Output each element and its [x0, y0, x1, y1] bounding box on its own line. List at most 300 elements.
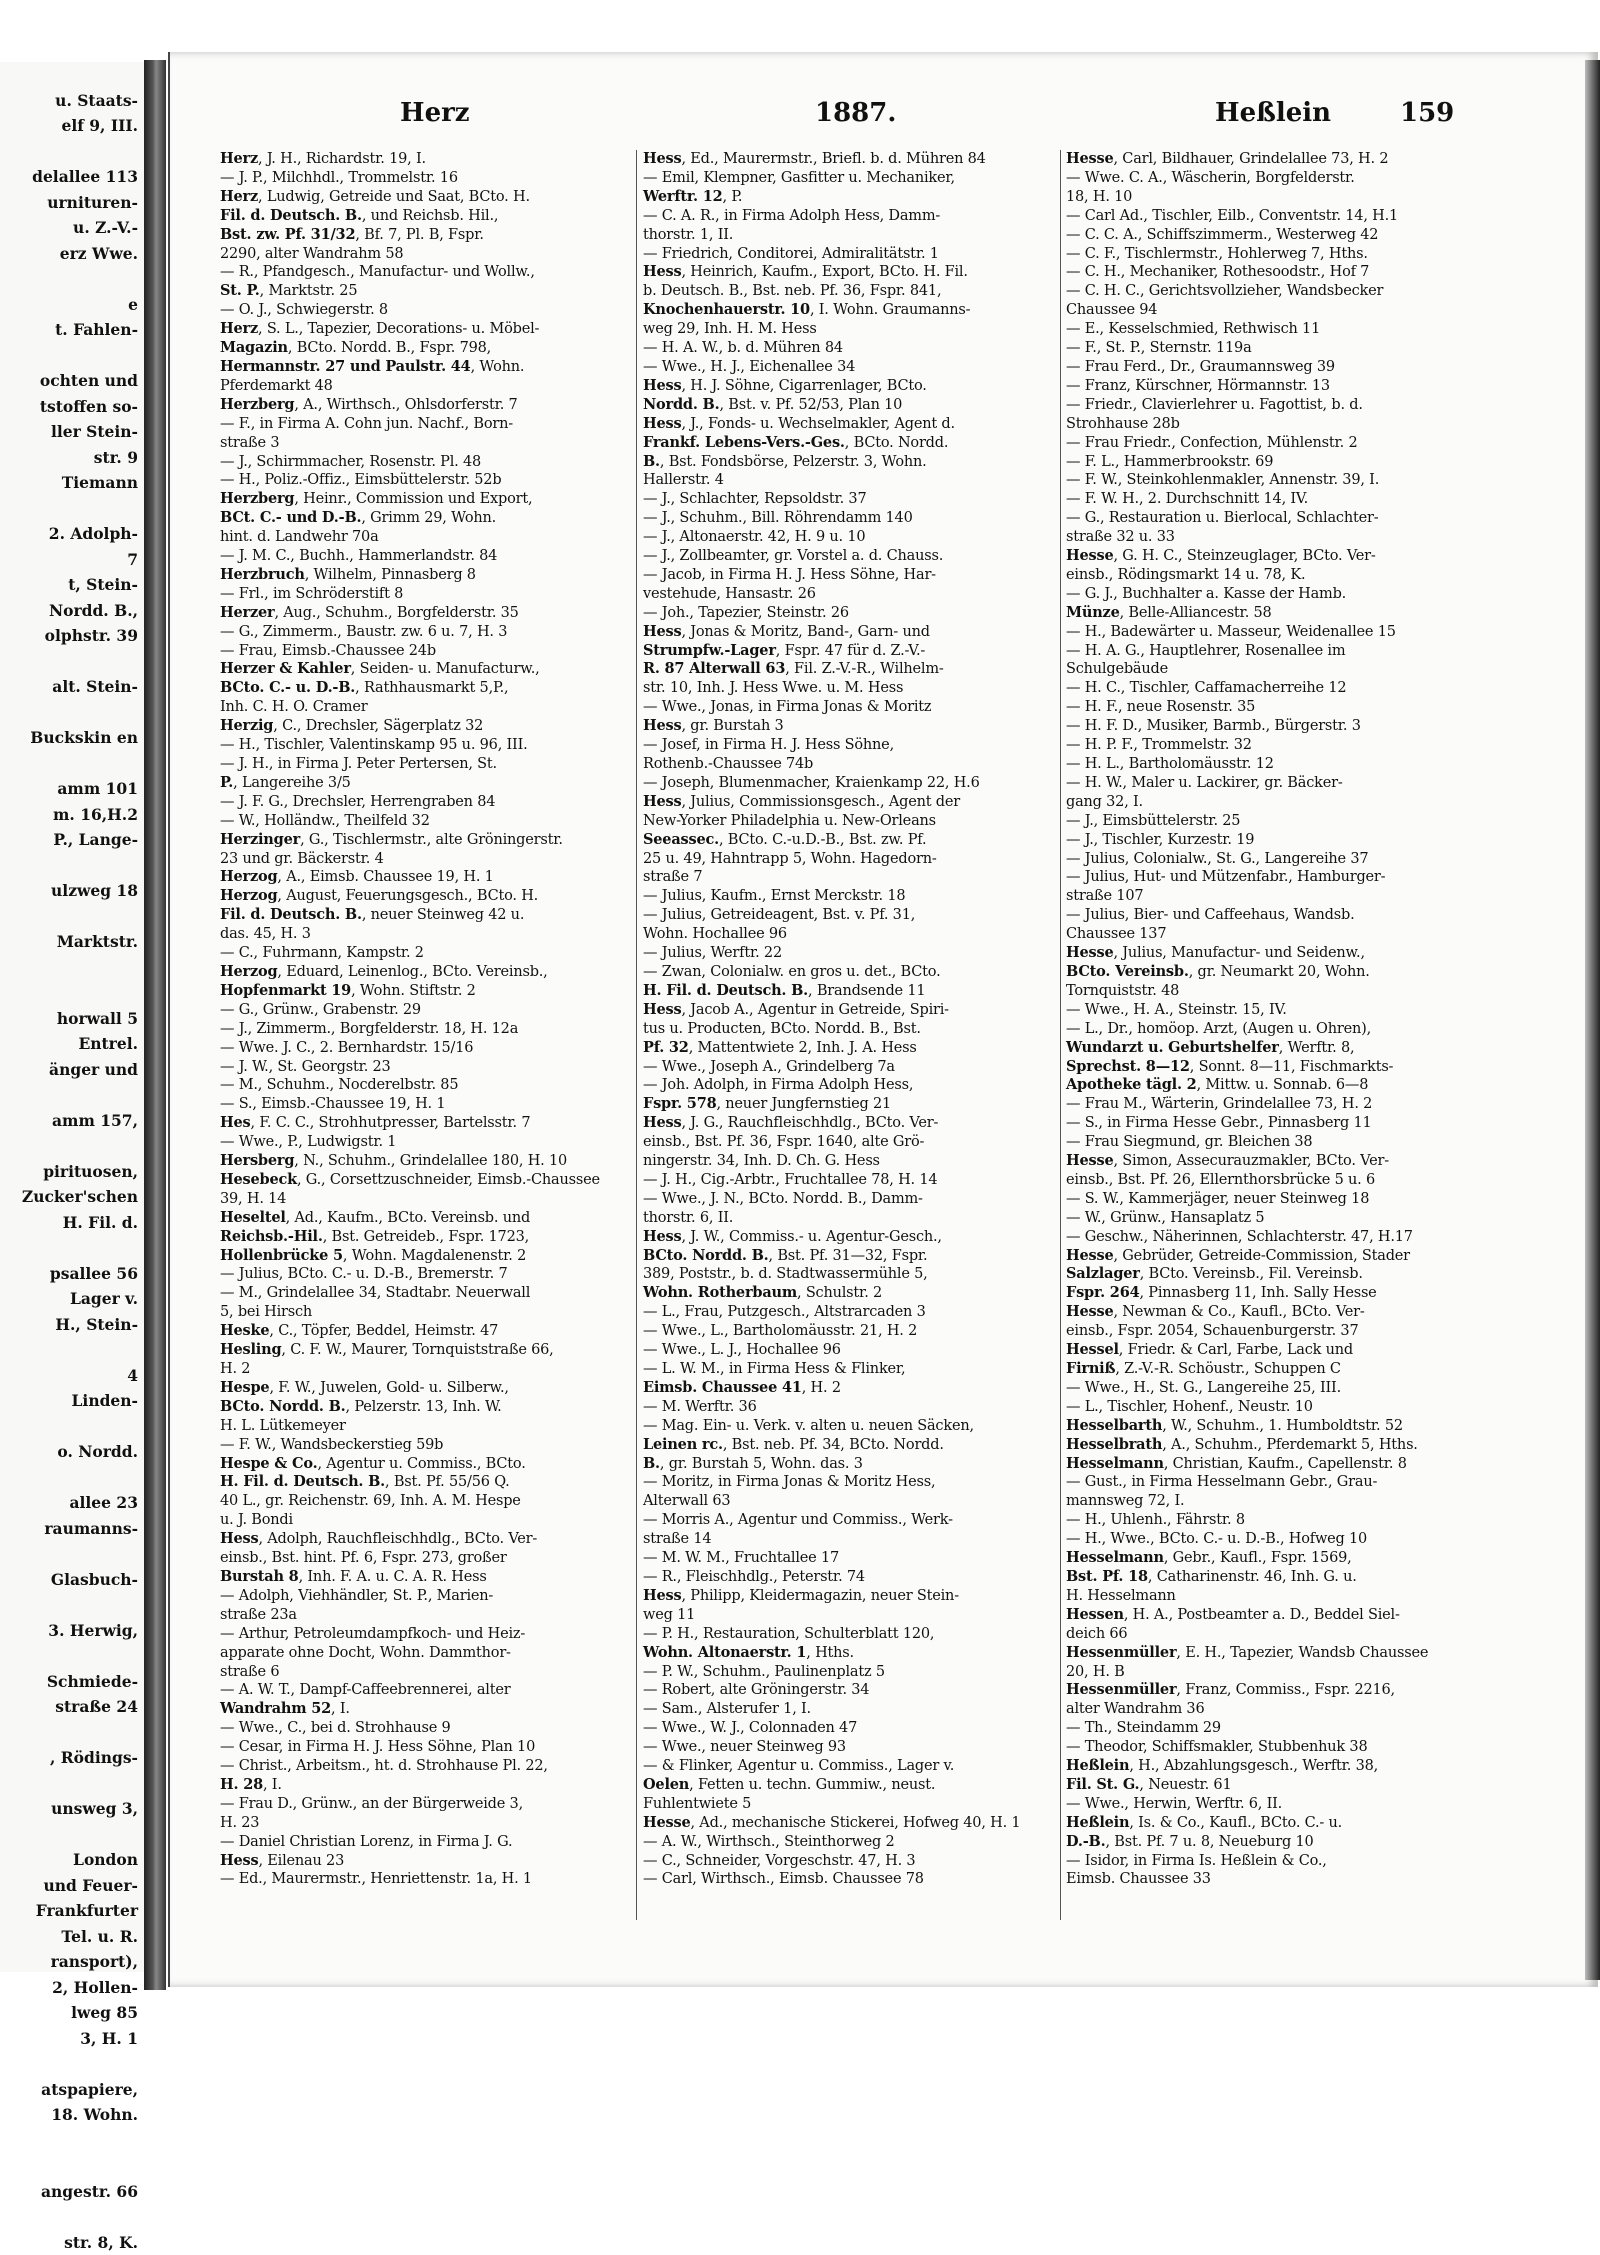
directory-entry-line: — M. Werftr. 36: [643, 1398, 1075, 1417]
directory-entry-line: Herz, Ludwig, Getreide und Saat, BCto. H.: [220, 188, 652, 207]
prev-page-fragment: [0, 1414, 144, 1440]
directory-entry-line: Pferdemarkt 48: [220, 377, 652, 396]
prev-page-fragment: [0, 980, 144, 1006]
directory-entry-line: — J., Schuhm., Bill. Röhrendamm 140: [643, 509, 1075, 528]
directory-entry-line: Fil. St. G., Neuestr. 61: [1066, 1776, 1536, 1795]
directory-entry-line: — Wwe., L., Bartholomäusstr. 21, H. 2: [643, 1322, 1075, 1341]
directory-entry-line: thorstr. 6, II.: [643, 1209, 1075, 1228]
directory-entry-line: — H., Badewärter u. Masseur, Weidenallee 15: [1066, 623, 1536, 642]
directory-entry-line: Hessen, H. A., Postbeamter a. D., Beddel Siel-: [1066, 1606, 1536, 1625]
prev-page-fragment: [0, 139, 144, 165]
directory-entry-line: St. P., Marktstr. 25: [220, 282, 652, 301]
directory-entry-line: 5, bei Hirsch: [220, 1303, 652, 1322]
directory-entry-line: BCto. Nordd. B., Bst. Pf. 31—32, Fspr.: [643, 1247, 1075, 1266]
prev-page-fragment: 7: [0, 547, 144, 573]
directory-entry-line: — Cesar, in Firma H. J. Hess Söhne, Plan 10: [220, 1738, 652, 1757]
directory-entry-line: — H., Poliz.-Offiz., Eimsbüttelerstr. 52b: [220, 471, 652, 490]
directory-entry-line: 389, Poststr., b. d. Stadtwassermühle 5,: [643, 1265, 1075, 1284]
directory-entry-line: — J. H., in Firma J. Peter Pertersen, St.: [220, 755, 652, 774]
directory-entry-line: — Frau Friedr., Confection, Mühlenstr. 2: [1066, 434, 1536, 453]
directory-entry-line: Schulgebäude: [1066, 660, 1536, 679]
directory-entry-line: — Wwe., J. N., BCto. Nordd. B., Damm-: [643, 1190, 1075, 1209]
prev-page-fragment: [0, 266, 144, 292]
directory-entry-line: B., gr. Burstah 5, Wohn. das. 3: [643, 1455, 1075, 1474]
directory-entry-line: Knochenhauerstr. 10, I. Wohn. Graumanns-: [643, 301, 1075, 320]
directory-entry-line: 39, H. 14: [220, 1190, 652, 1209]
prev-page-fragment: [0, 1235, 144, 1261]
directory-entry-line: — W., Holländw., Theilfeld 32: [220, 812, 652, 831]
header-right-keyword: Heßlein: [1215, 98, 1331, 128]
directory-entry-line: Hespe & Co., Agentur u. Commiss., BCto.: [220, 1455, 652, 1474]
prev-page-fragment: London: [0, 1847, 144, 1873]
prev-page-fragment: ulzweg 18: [0, 878, 144, 904]
directory-entry-line: Hesselmann, Gebr., Kaufl., Fspr. 1569,: [1066, 1549, 1536, 1568]
prev-page-fragment: [0, 496, 144, 522]
prev-page-fragment: änger und: [0, 1057, 144, 1083]
previous-page-fragment: [0, 62, 145, 1972]
directory-entry-line: Wohn. Rotherbaum, Schulstr. 2: [643, 1284, 1075, 1303]
prev-page-fragment: [0, 649, 144, 675]
directory-entry-line: das. 45, H. 3: [220, 925, 652, 944]
directory-entry-line: Sprechst. 8—12, Sonnt. 8—11, Fischmarkts-: [1066, 1058, 1536, 1077]
directory-entry-line: H. Hesselmann: [1066, 1587, 1536, 1606]
prev-page-fragment: [0, 1541, 144, 1567]
directory-entry-line: — J., Tischler, Kurzestr. 19: [1066, 831, 1536, 850]
directory-entry-line: Hesse, Simon, Assecurauzmakler, BCto. Ver-: [1066, 1152, 1536, 1171]
directory-entry-line: Alterwall 63: [643, 1492, 1075, 1511]
directory-entry-line: — L., Tischler, Hohenf., Neustr. 10: [1066, 1398, 1536, 1417]
directory-entry-line: — W., Grünw., Hansaplatz 5: [1066, 1209, 1536, 1228]
directory-entry-line: Herzbruch, Wilhelm, Pinnasberg 8: [220, 566, 652, 585]
directory-entry-line: D.-B., Bst. Pf. 7 u. 8, Neueburg 10: [1066, 1833, 1536, 1852]
directory-entry-line: — Zwan, Colonialw. en gros u. det., BCto.: [643, 963, 1075, 982]
directory-entry-line: — H. C., Tischler, Caffamacherreihe 12: [1066, 679, 1536, 698]
directory-entry-line: — Friedr., Clavierlehrer u. Fagottist, b. d.: [1066, 396, 1536, 415]
directory-entry-line: — Wwe., Joseph A., Grindelberg 7a: [643, 1058, 1075, 1077]
directory-entry-line: Nordd. B., Bst. v. Pf. 52/53, Plan 10: [643, 396, 1075, 415]
directory-entry-line: Herzog, August, Feuerungsgesch., BCto. H.: [220, 887, 652, 906]
prev-page-fragment: alt. Stein-: [0, 674, 144, 700]
prev-page-fragment: [0, 751, 144, 777]
directory-entry-line: — Joh., Tapezier, Steinstr. 26: [643, 604, 1075, 623]
page-header: [215, 98, 1560, 138]
directory-entry-line: Leinen rc., Bst. neb. Pf. 34, BCto. Nordd.: [643, 1436, 1075, 1455]
directory-entry-line: — G., Zimmerm., Baustr. zw. 6 u. 7, H. 3: [220, 623, 652, 642]
directory-entry-line: — A. W. T., Dampf-Caffeebrennerei, alter: [220, 1681, 652, 1700]
directory-entry-line: — Wwe. C. A., Wäscherin, Borgfelderstr.: [1066, 169, 1536, 188]
directory-entry-line: BCto. Nordd. B., Pelzerstr. 13, Inh. W.: [220, 1398, 652, 1417]
directory-entry-line: — J., Eimsbüttelerstr. 25: [1066, 812, 1536, 831]
directory-entry-line: Fil. d. Deutsch. B., und Reichsb. Hil.,: [220, 207, 652, 226]
prev-page-fragment: olphstr. 39: [0, 623, 144, 649]
book-spine: [144, 60, 166, 1990]
prev-page-fragment: elf 9, III.: [0, 113, 144, 139]
directory-entry-line: Fspr. 264, Pinnasberg 11, Inh. Sally Hesse: [1066, 1284, 1536, 1303]
prev-page-fragment: [0, 1465, 144, 1491]
prev-page-fragment: [0, 700, 144, 726]
directory-entry-line: Heßlein, H., Abzahlungsgesch., Werftr. 38,: [1066, 1757, 1536, 1776]
directory-entry-line: Herzer, Aug., Schuhm., Borgfelderstr. 35: [220, 604, 652, 623]
directory-entry-line: — C. A. R., in Firma Adolph Hess, Damm-: [643, 207, 1075, 226]
directory-entry-line: — A. W., Wirthsch., Steinthorweg 2: [643, 1833, 1075, 1852]
directory-entry-line: Eimsb. Chaussee 33: [1066, 1870, 1536, 1889]
directory-entry-line: einsb., Bst. Pf. 26, Ellernthorsbrücke 5 u. 6: [1066, 1171, 1536, 1190]
directory-entry-line: straße 6: [220, 1663, 652, 1682]
page-edge: [1585, 60, 1600, 1980]
directory-entry-line: — Mag. Ein- u. Verk. v. alten u. neuen Säcken,: [643, 1417, 1075, 1436]
directory-entry-line: Pf. 32, Mattentwiete 2, Inh. J. A. Hess: [643, 1039, 1075, 1058]
prev-page-fragment: [0, 1133, 144, 1159]
directory-entry-line: — Frau Siegmund, gr. Bleichen 38: [1066, 1133, 1536, 1152]
directory-entry-line: — Julius, Werftr. 22: [643, 944, 1075, 963]
directory-entry-line: einsb., Fspr. 2054, Schauenburgerstr. 37: [1066, 1322, 1536, 1341]
directory-entry-line: Herzog, Eduard, Leinenlog., BCto. Vereinsb.,: [220, 963, 652, 982]
directory-entry-line: Seeassec., BCto. C.-u.D.-B., Bst. zw. Pf.: [643, 831, 1075, 850]
directory-entry-line: H. 23: [220, 1814, 652, 1833]
directory-entry-line: Herz, J. H., Richardstr. 19, I.: [220, 150, 652, 169]
directory-entry-line: — R., Fleischhdlg., Peterstr. 74: [643, 1568, 1075, 1587]
directory-entry-line: BCt. C.- und D.-B., Grimm 29, Wohn.: [220, 509, 652, 528]
directory-entry-line: Heseltel, Ad., Kaufm., BCto. Vereinsb. und: [220, 1209, 652, 1228]
prev-page-fragment: [0, 955, 144, 981]
directory-entry-line: straße 32 u. 33: [1066, 528, 1536, 547]
directory-entry-line: einsb., Rödingsmarkt 14 u. 78, K.: [1066, 566, 1536, 585]
directory-entry-line: apparate ohne Docht, Wohn. Dammthor-: [220, 1644, 652, 1663]
directory-entry-line: str. 10, Inh. J. Hess Wwe. u. M. Hess: [643, 679, 1075, 698]
prev-page-fragment: 4: [0, 1363, 144, 1389]
prev-page-fragment: Lager v.: [0, 1286, 144, 1312]
prev-page-fragment: [0, 1337, 144, 1363]
directory-entry-line: — J. M. C., Buchh., Hammerlandstr. 84: [220, 547, 652, 566]
directory-entry-line: Hallerstr. 4: [643, 471, 1075, 490]
directory-entry-line: — Theodor, Schiffsmakler, Stubbenhuk 38: [1066, 1738, 1536, 1757]
directory-entry-line: Herzig, C., Drechsler, Sägerplatz 32: [220, 717, 652, 736]
directory-entry-line: — Arthur, Petroleumdampfkoch- und Heiz-: [220, 1625, 652, 1644]
directory-entry-line: 18, H. 10: [1066, 188, 1536, 207]
prev-page-fragment: Tiemann: [0, 470, 144, 496]
prev-page-fragment: tstoffen so-: [0, 394, 144, 420]
directory-entry-line: — Julius, Colonialw., St. G., Langereihe 37: [1066, 850, 1536, 869]
directory-entry-line: Herzberg, Heinr., Commission und Export,: [220, 490, 652, 509]
prev-page-fragment: atspapiere,: [0, 2077, 144, 2103]
directory-entry-line: Oelen, Fetten u. techn. Gummiw., neust.: [643, 1776, 1075, 1795]
directory-entry-line: — Sam., Alsterufer 1, I.: [643, 1700, 1075, 1719]
directory-entry-line: Chaussee 137: [1066, 925, 1536, 944]
prev-page-fragment: Schmiede-: [0, 1669, 144, 1695]
directory-entry-line: — H. A. W., b. d. Mühren 84: [643, 339, 1075, 358]
prev-page-fragment: urnituren-: [0, 190, 144, 216]
prev-page-fragment: [0, 1720, 144, 1746]
prev-page-fragment: [0, 853, 144, 879]
directory-entry-line: — Moritz, in Firma Jonas & Moritz Hess,: [643, 1473, 1075, 1492]
directory-entry-line: H. 2: [220, 1360, 652, 1379]
directory-entry-line: straße 23a: [220, 1606, 652, 1625]
directory-entry-line: — L., Frau, Putzgesch., Altstrarcaden 3: [643, 1303, 1075, 1322]
directory-entry-line: — J. F. G., Drechsler, Herrengraben 84: [220, 793, 652, 812]
prev-page-fragment: straße 24: [0, 1694, 144, 1720]
directory-entry-line: thorstr. 1, II.: [643, 226, 1075, 245]
directory-entry-line: — Wwe., Jonas, in Firma Jonas & Moritz: [643, 698, 1075, 717]
directory-entry-line: — Frau, Eimsb.-Chaussee 24b: [220, 642, 652, 661]
directory-entry-line: 23 und gr. Bäckerstr. 4: [220, 850, 652, 869]
prev-page-fragment: [0, 343, 144, 369]
directory-entry-line: straße 7: [643, 868, 1075, 887]
directory-entry-line: vestehude, Hansastr. 26: [643, 585, 1075, 604]
directory-entry-line: — E., Kesselschmied, Rethwisch 11: [1066, 320, 1536, 339]
directory-entry-line: P., Langereihe 3/5: [220, 774, 652, 793]
directory-entry-line: gang 32, I.: [1066, 793, 1536, 812]
prev-page-fragment: [0, 904, 144, 930]
directory-entry-line: Hesebeck, G., Corsettzuschneider, Eimsb.-Chaussee: [220, 1171, 652, 1190]
directory-entry-line: — J., Zimmerm., Borgfelderstr. 18, H. 12a: [220, 1020, 652, 1039]
directory-entry-line: R. 87 Alterwall 63, Fil. Z.-V.-R., Wilhelm-: [643, 660, 1075, 679]
directory-entry-line: — Wwe., L. J., Hochallee 96: [643, 1341, 1075, 1360]
prev-page-fragment: Nordd. B.,: [0, 598, 144, 624]
prev-page-fragment: psallee 56: [0, 1261, 144, 1287]
directory-entry-line: Reichsb.-Hil., Bst. Getreideb., Fspr. 1723,: [220, 1228, 652, 1247]
prev-page-fragment: amm 157,: [0, 1108, 144, 1134]
directory-entry-line: BCto. Vereinsb., gr. Neumarkt 20, Wohn.: [1066, 963, 1536, 982]
prev-page-fragment: , Rödings-: [0, 1745, 144, 1771]
directory-entry-line: Herzog, A., Eimsb. Chaussee 19, H. 1: [220, 868, 652, 887]
directory-entry-line: H. 28, I.: [220, 1776, 652, 1795]
directory-entry-line: Hess, J. W., Commiss.- u. Agentur-Gesch.,: [643, 1228, 1075, 1247]
prev-page-fragment: Buckskin en: [0, 725, 144, 751]
directory-entry-line: — G., Grünw., Grabenstr. 29: [220, 1001, 652, 1020]
prev-page-fragment: ller Stein-: [0, 419, 144, 445]
directory-entry-line: — H., Wwe., BCto. C.- u. D.-B., Hofweg 10: [1066, 1530, 1536, 1549]
directory-entry-line: — J., Altonaerstr. 42, H. 9 u. 10: [643, 528, 1075, 547]
prev-page-fragment: Glasbuch-: [0, 1567, 144, 1593]
directory-entry-line: — S. W., Kammerjäger, neuer Steinweg 18: [1066, 1190, 1536, 1209]
directory-entry-line: Chaussee 94: [1066, 301, 1536, 320]
directory-entry-line: Tornquiststr. 48: [1066, 982, 1536, 1001]
prev-page-fragment: pirituosen,: [0, 1159, 144, 1185]
directory-entry-line: Hersberg, N., Schuhm., Grindelallee 180, H. 10: [220, 1152, 652, 1171]
prev-page-fragment: Zucker'schen: [0, 1184, 144, 1210]
prev-page-fragment: horwall 5: [0, 1006, 144, 1032]
prev-page-fragment: t. Fahlen-: [0, 317, 144, 343]
directory-entry-line: Hesling, C. F. W., Maurer, Tornquiststraße 66,: [220, 1341, 652, 1360]
directory-entry-line: — C. C. A., Schiffszimmerm., Westerweg 42: [1066, 226, 1536, 245]
prev-page-fragment: str. 8, K.: [0, 2230, 144, 2255]
directory-entry-line: — Julius, Getreideagent, Bst. v. Pf. 31,: [643, 906, 1075, 925]
directory-entry-line: Hesse, Newman & Co., Kaufl., BCto. Ver-: [1066, 1303, 1536, 1322]
directory-entry-line: — Carl, Wirthsch., Eimsb. Chaussee 78: [643, 1870, 1075, 1889]
directory-entry-line: Frankf. Lebens-Vers.-Ges., BCto. Nordd.: [643, 434, 1075, 453]
directory-entry-line: Hespe, F. W., Juwelen, Gold- u. Silberw.,: [220, 1379, 652, 1398]
directory-entry-line: — Frl., im Schröderstift 8: [220, 585, 652, 604]
directory-entry-line: — Frau Ferd., Dr., Graumannsweg 39: [1066, 358, 1536, 377]
directory-entry-line: — Josef, in Firma H. J. Hess Söhne,: [643, 736, 1075, 755]
directory-entry-line: — Adolph, Viehhändler, St. P., Marien-: [220, 1587, 652, 1606]
directory-entry-line: — M., Grindelallee 34, Stadtabr. Neuerwall: [220, 1284, 652, 1303]
directory-entry-line: mannsweg 72, I.: [1066, 1492, 1536, 1511]
directory-entry-line: 25 u. 49, Hahntrapp 5, Wohn. Hagedorn-: [643, 850, 1075, 869]
directory-entry-line: — P. W., Schuhm., Paulinenplatz 5: [643, 1663, 1075, 1682]
directory-entry-line: Hessenmüller, Franz, Commiss., Fspr. 2216,: [1066, 1681, 1536, 1700]
directory-entry-line: Hesse, Carl, Bildhauer, Grindelallee 73, H. 2: [1066, 150, 1536, 169]
directory-entry-line: Hess, J., Fonds- u. Wechselmakler, Agent d.: [643, 415, 1075, 434]
prev-page-fragment: [0, 62, 144, 88]
directory-entry-line: — Wwe., W. J., Colonnaden 47: [643, 1719, 1075, 1738]
directory-entry-line: Hess, Ed., Maurermstr., Briefl. b. d. Mühren 84: [643, 150, 1075, 169]
directory-entry-line: Inh. C. H. O. Cramer: [220, 698, 652, 717]
prev-page-fragment: [0, 1822, 144, 1848]
directory-entry-line: — Gust., in Firma Hesselmann Gebr., Grau-: [1066, 1473, 1536, 1492]
directory-entry-line: — F. W., Wandsbeckerstieg 59b: [220, 1436, 652, 1455]
prev-page-fragment: raumanns-: [0, 1516, 144, 1542]
prev-page-fragment: e: [0, 292, 144, 318]
directory-entry-line: Werftr. 12, P.: [643, 188, 1075, 207]
directory-entry-line: — Julius, Bier- und Caffeehaus, Wandsb.: [1066, 906, 1536, 925]
directory-entry-line: Strumpfw.-Lager, Fspr. 47 für d. Z.-V.-: [643, 642, 1075, 661]
prev-page-fragment: ochten und: [0, 368, 144, 394]
directory-entry-line: — R., Pfandgesch., Manufactur- und Wollw.,: [220, 263, 652, 282]
directory-entry-line: — Wwe., P., Ludwigstr. 1: [220, 1133, 652, 1152]
directory-entry-line: — Wwe., H. A., Steinstr. 15, IV.: [1066, 1001, 1536, 1020]
directory-entry-line: — Th., Steindamm 29: [1066, 1719, 1536, 1738]
directory-entry-line: deich 66: [1066, 1625, 1536, 1644]
directory-entry-line: Herzberg, A., Wirthsch., Ohlsdorferstr. 7: [220, 396, 652, 415]
directory-entry-line: Hess, Philipp, Kleidermagazin, neuer Stein-: [643, 1587, 1075, 1606]
prev-page-fragment: amm 101: [0, 776, 144, 802]
directory-entry-line: Hes, F. C. C., Strohhutpresser, Bartelsstr. 7: [220, 1114, 652, 1133]
directory-entry-line: Hess, Eilenau 23: [220, 1852, 652, 1871]
directory-entry-line: Wohn. Altonaerstr. 1, Hths.: [643, 1644, 1075, 1663]
directory-entry-line: — Geschw., Näherinnen, Schlachterstr. 47, H.17: [1066, 1228, 1536, 1247]
directory-entry-line: — H. P. F., Trommelstr. 32: [1066, 736, 1536, 755]
directory-entry-line: BCto. C.- u. D.-B., Rathhausmarkt 5,P.,: [220, 679, 652, 698]
directory-entry-line: Hess, Jonas & Moritz, Band-, Garn- und: [643, 623, 1075, 642]
directory-entry-line: — Frau M., Wärterin, Grindelallee 73, H. 2: [1066, 1095, 1536, 1114]
prev-page-fragment: 3. Herwig,: [0, 1618, 144, 1644]
prev-page-fragment: [0, 2051, 144, 2077]
directory-entry-line: — Julius, Hut- und Mützenfabr., Hamburger-: [1066, 868, 1536, 887]
prev-page-fragment: delallee 113: [0, 164, 144, 190]
directory-entry-line: tus u. Producten, BCto. Nordd. B., Bst.: [643, 1020, 1075, 1039]
prev-page-fragment: 2. Adolph-: [0, 521, 144, 547]
prev-page-fragment: Marktstr.: [0, 929, 144, 955]
directory-entry-line: Hesselbarth, W., Schuhm., 1. Humboldtstr. 52: [1066, 1417, 1536, 1436]
directory-entry-line: — G., Restauration u. Bierlocal, Schlachter-: [1066, 509, 1536, 528]
directory-entry-line: Hessel, Friedr. & Carl, Farbe, Lack und: [1066, 1341, 1536, 1360]
prev-page-fragment: und Feuer-: [0, 1873, 144, 1899]
directory-entry-line: — S., Eimsb.-Chaussee 19, H. 1: [220, 1095, 652, 1114]
prev-page-fragment: m. 16,H.2: [0, 802, 144, 828]
directory-entry-line: weg 11: [643, 1606, 1075, 1625]
directory-entry-line: — S., in Firma Hesse Gebr., Pinnasberg 11: [1066, 1114, 1536, 1133]
directory-entry-line: Hesse, G. H. C., Steinzeuglager, BCto. Ver-: [1066, 547, 1536, 566]
directory-entry-line: — F. W., Steinkohlenmakler, Annenstr. 39, I.: [1066, 471, 1536, 490]
directory-entry-line: — Wwe., C., bei d. Strohhause 9: [220, 1719, 652, 1738]
directory-entry-line: — Wwe., neuer Steinweg 93: [643, 1738, 1075, 1757]
directory-entry-line: B., Bst. Fondsbörse, Pelzerstr. 3, Wohn.: [643, 453, 1075, 472]
directory-entry-line: — J. P., Milchhdl., Trommelstr. 16: [220, 169, 652, 188]
directory-entry-line: — L. W. M., in Firma Hess & Flinker,: [643, 1360, 1075, 1379]
directory-entry-line: Heßlein, Is. & Co., Kaufl., BCto. C.- u.: [1066, 1814, 1536, 1833]
directory-entry-line: Strohhause 28b: [1066, 415, 1536, 434]
directory-entry-line: Magazin, BCto. Nordd. B., Fspr. 798,: [220, 339, 652, 358]
directory-entry-line: — H. F. D., Musiker, Barmb., Bürgerstr. 3: [1066, 717, 1536, 736]
directory-entry-line: u. J. Bondi: [220, 1511, 652, 1530]
directory-entry-line: — H. F., neue Rosenstr. 35: [1066, 698, 1536, 717]
directory-entry-line: Hesse, Julius, Manufactur- und Seidenw.,: [1066, 944, 1536, 963]
directory-entry-line: — Isidor, in Firma Is. Heßlein & Co.,: [1066, 1852, 1536, 1871]
directory-entry-line: — F., in Firma A. Cohn jun. Nachf., Born-: [220, 415, 652, 434]
prev-page-fragment: [0, 1082, 144, 1108]
directory-entry-line: Hesselbrath, A., Schuhm., Pferdemarkt 5, Hths.: [1066, 1436, 1536, 1455]
directory-entry-line: Salzlager, BCto. Vereinsb., Fil. Vereinsb.: [1066, 1265, 1536, 1284]
directory-entry-line: Hollenbrücke 5, Wohn. Magdalenenstr. 2: [220, 1247, 652, 1266]
directory-entry-line: alter Wandrahm 36: [1066, 1700, 1536, 1719]
directory-entry-line: — Julius, Kaufm., Ernst Merckstr. 18: [643, 887, 1075, 906]
prev-page-fragment: 2, Hollen-: [0, 1975, 144, 2001]
directory-entry-line: Wohn. Hochallee 96: [643, 925, 1075, 944]
prev-page-fragment: allee 23: [0, 1490, 144, 1516]
directory-entry-line: — H. L., Bartholomäusstr. 12: [1066, 755, 1536, 774]
directory-entry-line: 2290, alter Wandrahm 58: [220, 245, 652, 264]
header-left-keyword: Herz: [400, 98, 470, 128]
directory-entry-line: — Wwe. J. C., 2. Bernhardstr. 15/16: [220, 1039, 652, 1058]
directory-entry-line: — C. H. C., Gerichtsvollzieher, Wandsbecker: [1066, 282, 1536, 301]
directory-entry-line: Fil. d. Deutsch. B., neuer Steinweg 42 u.: [220, 906, 652, 925]
prev-page-fragment: [0, 1592, 144, 1618]
directory-entry-line: — C. F., Tischlermstr., Hohlerweg 7, Hths.: [1066, 245, 1536, 264]
prev-page-fragment: 18. Wohn.: [0, 2102, 144, 2128]
directory-entry-line: Hess, Jacob A., Agentur in Getreide, Spiri-: [643, 1001, 1075, 1020]
directory-entry-line: — C. H., Mechaniker, Rothesoodstr., Hof 7: [1066, 263, 1536, 282]
directory-entry-line: Münze, Belle-Alliancestr. 58: [1066, 604, 1536, 623]
directory-entry-line: Bst. Pf. 18, Catharinenstr. 46, Inh. G. u.: [1066, 1568, 1536, 1587]
directory-entry-line: Eimsb. Chaussee 41, H. 2: [643, 1379, 1075, 1398]
prev-page-fragment: o. Nordd.: [0, 1439, 144, 1465]
directory-entry-line: hint. d. Landwehr 70a: [220, 528, 652, 547]
directory-entry-line: straße 3: [220, 434, 652, 453]
directory-entry-line: — Christ., Arbeitsm., ht. d. Strohhause Pl. 22,: [220, 1757, 652, 1776]
directory-entry-line: — O. J., Schwiegerstr. 8: [220, 301, 652, 320]
directory-entry-line: Hess, Heinrich, Kaufm., Export, BCto. H. Fil.: [643, 263, 1075, 282]
directory-entry-line: — Wwe., Herwin, Werftr. 6, II.: [1066, 1795, 1536, 1814]
directory-entry-line: einsb., Bst. Pf. 36, Fspr. 1640, alte Grö-: [643, 1133, 1075, 1152]
prev-page-fragment: [0, 2153, 144, 2179]
directory-entry-line: Herz, S. L., Tapezier, Decorations- u. Möbel-: [220, 320, 652, 339]
directory-entry-line: — Robert, alte Gröningerstr. 34: [643, 1681, 1075, 1700]
prev-page-fragment: Linden-: [0, 1388, 144, 1414]
prev-page-fragment: H., Stein-: [0, 1312, 144, 1338]
directory-column-2: [643, 150, 1075, 1930]
directory-entry-line: H. L. Lütkemeyer: [220, 1417, 652, 1436]
directory-column-3: [1066, 150, 1536, 1930]
directory-entry-line: Hess, gr. Burstah 3: [643, 717, 1075, 736]
prev-page-fragment: H. Fil. d.: [0, 1210, 144, 1236]
directory-entry-line: — Emil, Klempner, Gasfitter u. Mechaniker,: [643, 169, 1075, 188]
prev-page-fragment: str. 9: [0, 445, 144, 471]
directory-entry-line: — Carl Ad., Tischler, Eilb., Conventstr. 14, H.1: [1066, 207, 1536, 226]
directory-entry-line: — J. W., St. Georgstr. 23: [220, 1058, 652, 1077]
directory-entry-line: — Ed., Maurermstr., Henriettenstr. 1a, H. 1: [220, 1870, 652, 1889]
directory-entry-line: — M. W. M., Fruchtallee 17: [643, 1549, 1075, 1568]
directory-entry-line: — Jacob, in Firma H. J. Hess Söhne, Har-: [643, 566, 1075, 585]
prev-page-fragment: Entrel.: [0, 1031, 144, 1057]
directory-entry-line: Herzer & Kahler, Seiden- u. Manufacturw.,: [220, 660, 652, 679]
directory-entry-line: Wandrahm 52, I.: [220, 1700, 652, 1719]
directory-entry-line: 20, H. B: [1066, 1663, 1536, 1682]
directory-entry-line: H. Fil. d. Deutsch. B., Brandsende 11: [643, 982, 1075, 1001]
directory-entry-line: — G. J., Buchhalter a. Kasse der Hamb.: [1066, 585, 1536, 604]
directory-entry-line: Apotheke tägl. 2, Mittw. u. Sonnab. 6—8: [1066, 1076, 1536, 1095]
prev-page-fragment: [0, 2204, 144, 2230]
